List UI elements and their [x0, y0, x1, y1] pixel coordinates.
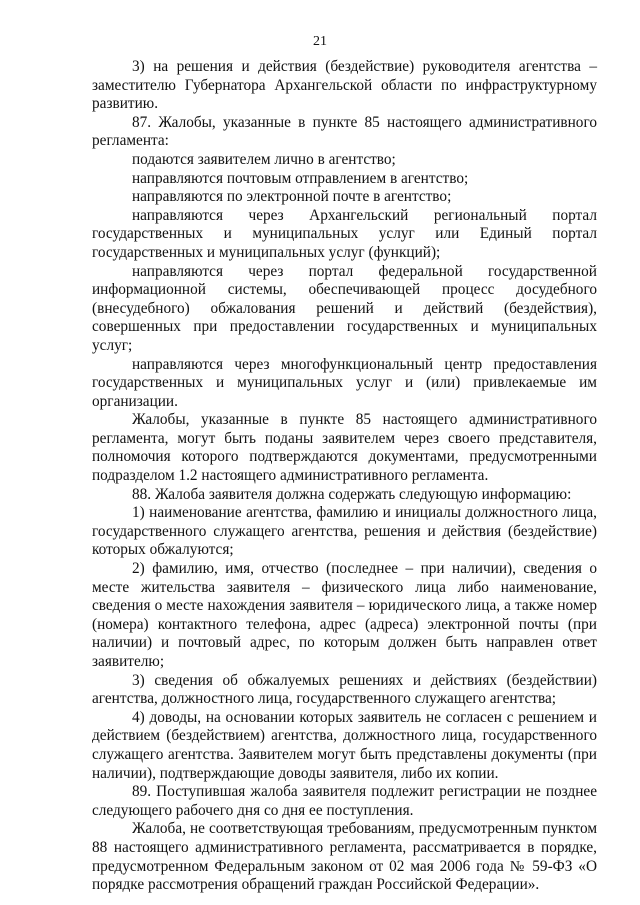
paragraph: Жалобы, указанные в пункте 85 настоящего административного регламента, могут быть поданы заявителем через своего представителя, полномочия которого подтверждаются документами, предусмотренными подразделом 1.2 настоящего административного регламента.: [92, 411, 597, 485]
list-item: направляются почтовым отправлением в агентство;: [132, 169, 469, 187]
list-item: 3) сведения об обжалуемых решениях и действиях (бездействии) агентства, должностного лица, государственного служащего агентства;: [92, 671, 597, 708]
list-item: направляются через многофункциональный центр предоставления государственных и муниципальных услуг и (или) привлекаемые им организации.: [92, 355, 597, 410]
list-item: 1) наименование агентства, фамилию и инициалы должностного лица, государственного служащего агентства, решения и действия (бездействие) которых обжалуются;: [92, 504, 597, 559]
paragraph: 88. Жалоба заявителя должна содержать следующую информацию:: [132, 485, 572, 503]
list-item: подаются заявителем лично в агентство;: [132, 150, 396, 168]
list-item: направляются через портал федеральной государственной информационной системы, обеспечивающей процесс досудебного (внесудебного) обжалования решений и действий (бездействия), совершенных при предоставлении государственных и муниципальных услуг;: [92, 262, 597, 354]
document-body: [92, 58, 597, 895]
list-item: направляются через Архангельский региональный портал государственных и муниципальных услуг или Единый портал государственных и муниципальных услуг (функций);: [92, 206, 597, 261]
page-number: 21: [313, 34, 327, 49]
paragraph: Жалоба, не соответствующая требованиям, предусмотренным пунктом 88 настоящего административного регламента, рассматривается в порядке, предусмотренном Федеральным законом от 02 мая 2006 года № 59-ФЗ «О порядке рассмотрения обращений граждан Российской Федерации».: [92, 820, 597, 894]
paragraph: 3) на решения и действия (бездействие) руководителя агентства – заместителю Губернатора Архангельской области по инфраструктурному развитию.: [92, 58, 597, 113]
list-item: направляются по электронной почте в агентство;: [132, 188, 452, 206]
list-item: 2) фамилию, имя, отчество (последнее – при наличии), сведения о месте жительства заявителя – физического лица либо наименование, сведения о месте нахождения заявителя – юридического лица, а также номер (номера) контактного телефона, адрес (адреса) электронной почты (при наличии) и почтовый адрес, по которым должен быть направлен ответ заявителю;: [92, 560, 597, 670]
paragraph: 89. Поступившая жалоба заявителя подлежит регистрации не позднее следующего рабочего дня со дня ее поступления.: [92, 783, 597, 819]
paragraph: 87. Жалобы, указанные в пункте 85 настоящего административного регламента:: [92, 113, 597, 150]
list-item: 4) доводы, на основании которых заявитель не согласен с решением и действием (бездействием) агентства, должностного лица, государственного служащего агентства. Заявителем могут быть представлены документы (при наличии), подтверждающие доводы заявителя, либо их копии.: [92, 708, 597, 782]
